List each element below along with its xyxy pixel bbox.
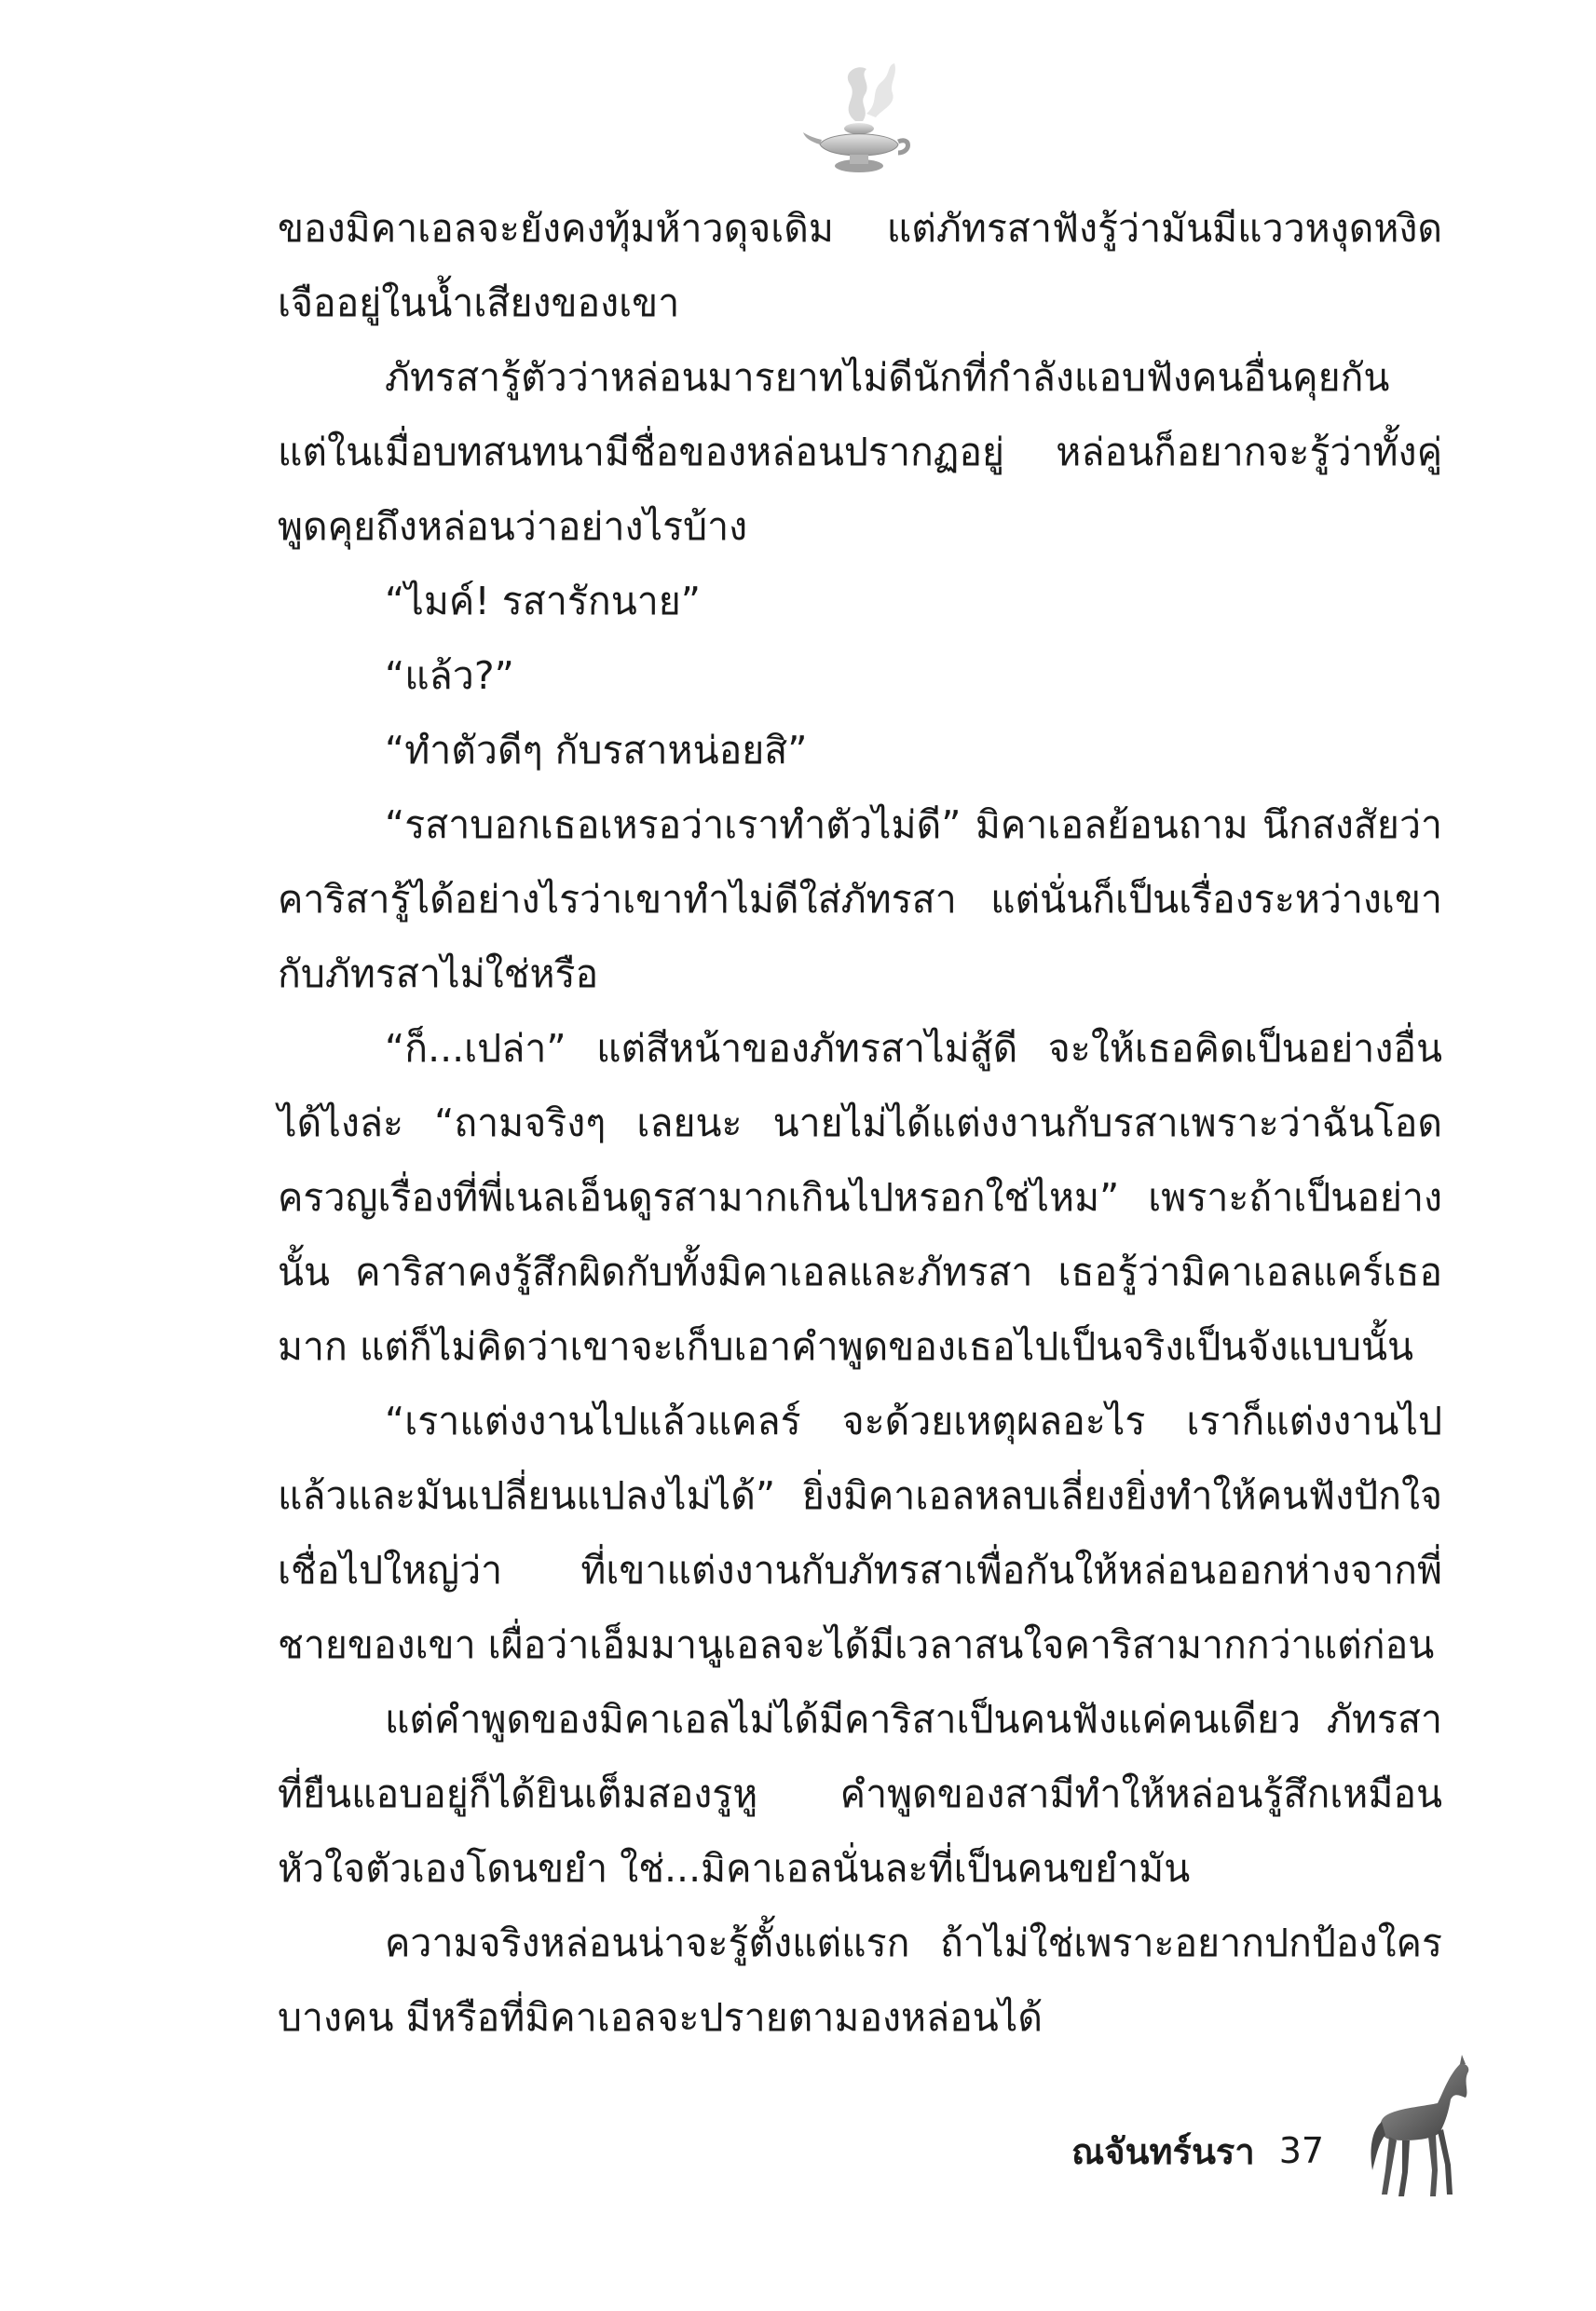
paragraph: “ไมค์! รสารักนาย” bbox=[385, 579, 702, 623]
paragraph: ของมิคาเอลจะยังคงทุ้มห้าวดุจเดิม แต่ภัทรสาฟังรู้ว่ามันมีแววหงุดหงิดเจืออยู่ในน้ำเสียงของเขา bbox=[278, 206, 1442, 325]
paragraph: “ก็...เปล่า” แต่สีหน้าของภัทรสาไม่สู้ดี จะให้เธอคิดเป็นอย่างอื่นได้ไงล่ะ “ถามจริงๆ เลยนะ นายไม่ได้แต่งงานกับรสาเพราะว่าฉันโอดครวญเรื่องที่พี่เนลเอ็นดูรสามากเกินไปหรอกใช่ไหม” เพราะถ้าเป็นอย่างนั้น คาริสาคงรู้สึกผิดกับทั้งมิคาเอลและภัทรสา เธอรู้ว่ามิคาเอลแคร์เธอมาก แต่ก็ไม่คิดว่าเขาจะเก็บเอาคำพูดของเธอไปเป็นจริงเป็นจังแบบนั้น bbox=[278, 1026, 1442, 1369]
body-text bbox=[278, 191, 1442, 2055]
author-name: ณจันทร์นรา bbox=[1071, 2130, 1255, 2172]
paragraph: “รสาบอกเธอเหรอว่าเราทำตัวไม่ดี” มิคาเอลย้อนถาม นึกสงสัยว่าคาริสารู้ได้อย่างไรว่าเขาทำไม่ดีใส่ภัทรสา แต่นั่นก็เป็นเรื่องระหว่างเขากับภัทรสาไม่ใช่หรือ bbox=[278, 802, 1442, 996]
genie-lamp-icon bbox=[801, 56, 913, 182]
horse-icon bbox=[1356, 2055, 1477, 2204]
paragraph: “ทำตัวดีๆ กับรสาหน่อยสิ” bbox=[385, 728, 808, 773]
page-number: 37 bbox=[1278, 2130, 1325, 2171]
paragraph: “แล้ว?” bbox=[385, 653, 514, 698]
paragraph: ความจริงหล่อนน่าจะรู้ตั้งแต่แรก ถ้าไม่ใช่เพราะอยากปกป้องใครบางคน มีหรือที่มิคาเอลจะปรายตามองหล่อนได้ bbox=[278, 1921, 1442, 2040]
paragraph: “เราแต่งงานไปแล้วแคลร์ จะด้วยเหตุผลอะไร เราก็แต่งงานไปแล้วและมันเปลี่ยนแปลงไม่ได้” ยิ่งมิคาเอลหลบเลี่ยงยิ่งทำให้คนฟังปักใจเชื่อไปใหญ่ว่า ที่เขาแต่งงานกับภัทรสาเพื่อกันให้หล่อนออกห่างจากพี่ชายของเขา เผื่อว่าเอ็มมานูเอลจะได้มีเวลาสนใจคาริสามากกว่าแต่ก่อน bbox=[278, 1399, 1442, 1667]
page-footer bbox=[1071, 2113, 1324, 2188]
paragraph: ภัทรสารู้ตัวว่าหล่อนมารยาทไม่ดีนักที่กำลังแอบฟังคนอื่นคุยกัน แต่ในเมื่อบทสนทนามีชื่อของหล่อนปรากฏอยู่ หล่อนก็อยากจะรู้ว่าทั้งคู่พูดคุยถึงหล่อนว่าอย่างไรบ้าง bbox=[278, 355, 1442, 549]
paragraph: แต่คำพูดของมิคาเอลไม่ได้มีคาริสาเป็นคนฟังแค่คนเดียว ภัทรสาที่ยืนแอบอยู่ก็ได้ยินเต็มสองรูหู คำพูดของสามีทำให้หล่อนรู้สึกเหมือนหัวใจตัวเองโดนขยำ ใช่...มิคาเอลนั่นละที่เป็นคนขยำมัน bbox=[278, 1697, 1442, 1891]
